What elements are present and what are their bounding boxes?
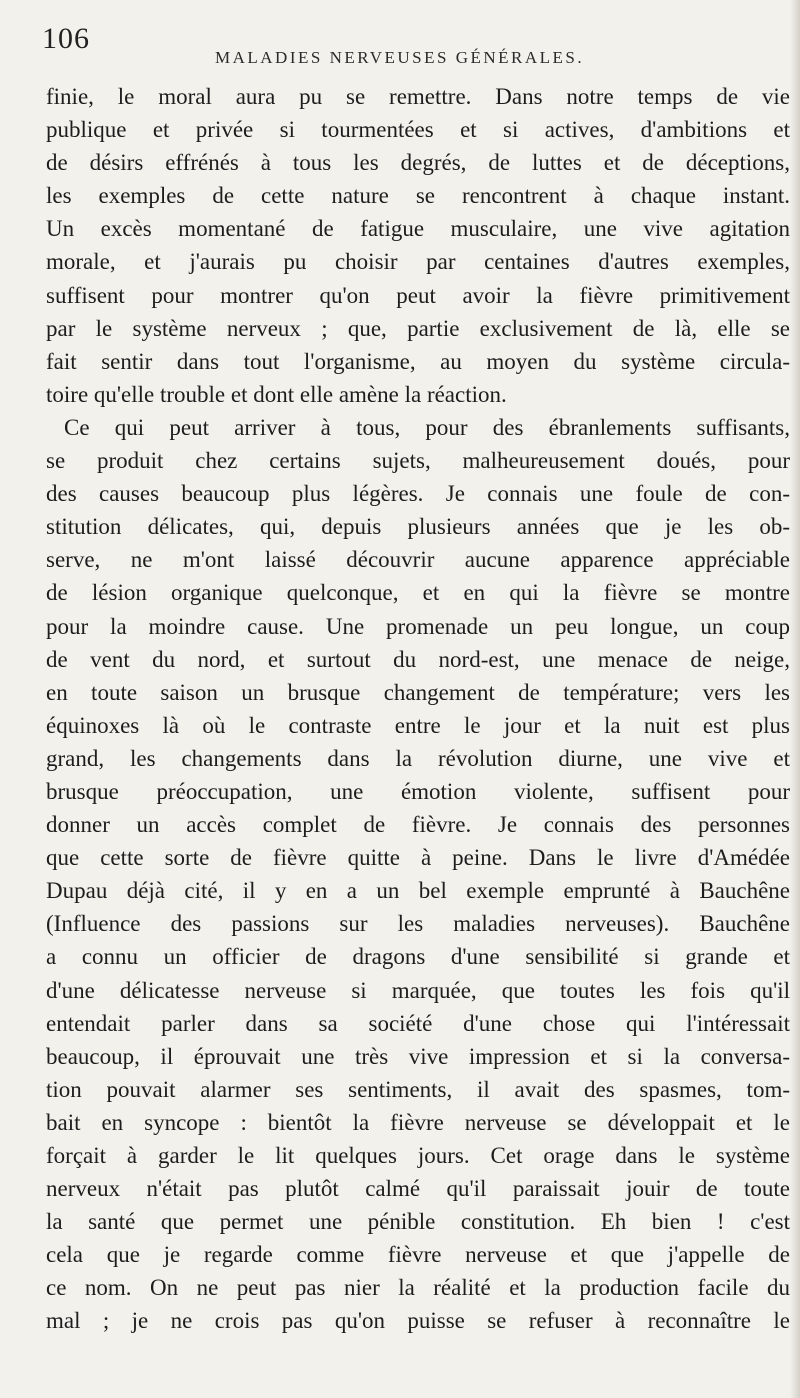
text-line: publique et privée si tourmentées et si actives, d'ambitions et xyxy=(46,117,790,143)
text-line: beaucoup, il éprouvait une très vive impression et si la conversa- xyxy=(46,1043,790,1069)
text-line: brusque préoccupation, une émotion violente, suffisent pour xyxy=(46,778,790,804)
text-line: les exemples de cette nature se rencontrent à chaque instant. xyxy=(46,183,790,209)
text-line: Ce qui peut arriver à tous, pour des ébranlements suffisants, xyxy=(64,414,790,440)
text-line: forçait à garder le lit quelques jours. Cet orage dans le système xyxy=(46,1143,790,1168)
text-line: en toute saison un brusque changement de température; vers les xyxy=(46,679,790,705)
text-line: finie, le moral aura pu se remettre. Dans notre temps de vie xyxy=(46,84,790,109)
text-line: fait sentir dans tout l'organisme, au moyen du système circula- xyxy=(46,348,790,374)
text-line: de vent du nord, et surtout du nord-est, une menace de neige, xyxy=(46,646,790,672)
text-line: bait en syncope : bientôt la fièvre nerveuse se développait et le xyxy=(46,1109,790,1135)
text-line: de désirs effrénés à tous les degrés, de luttes et de déceptions, xyxy=(46,150,790,176)
running-head: MALADIES NERVEUSES GÉNÉRALES. xyxy=(215,48,585,67)
text-line: entendait parler dans sa société d'une chose qui l'intéressait xyxy=(46,1010,790,1036)
text-line: nerveux n'était pas plutôt calmé qu'il paraissait jouir de toute xyxy=(46,1176,790,1202)
page-edge-shadow xyxy=(790,0,800,1398)
text-line: stitution délicates, qui, depuis plusieurs années que je les ob- xyxy=(46,514,790,540)
text-line: Un excès momentané de fatigue musculaire, une vive agitation xyxy=(46,216,790,242)
text-line: Dupau déjà cité, il y en a un bel exemple emprunté à Bauchêne xyxy=(46,878,790,904)
text-line: que cette sorte de fièvre quitte à peine. Dans le livre d'Amédée xyxy=(46,845,790,871)
page-number: 106 xyxy=(42,22,90,55)
text-line: (Influence des passions sur les maladies nerveuses). Bauchêne xyxy=(46,911,790,937)
text-line: grand, les changements dans la révolution diurne, une vive et xyxy=(46,745,790,771)
text-line: de lésion organique quelconque, et en qui la fièvre se montre xyxy=(46,580,790,606)
text-line: équinoxes là où le contraste entre le jour et la nuit est plus xyxy=(46,712,790,738)
text-line: la santé que permet une pénible constitution. Eh bien ! c'est xyxy=(46,1209,790,1235)
text-line: mal ; je ne crois pas qu'on puisse se refuser à reconnaître le xyxy=(46,1308,790,1334)
text-line: des causes beaucoup plus légères. Je connais une foule de con- xyxy=(46,481,790,507)
text-line: pour la moindre cause. Une promenade un peu longue, un coup xyxy=(46,613,790,639)
body-text xyxy=(46,80,790,1338)
text-line: cela que je regarde comme fièvre nerveuse et que j'appelle de xyxy=(46,1242,790,1268)
text-line: se produit chez certains sujets, malheureusement doués, pour xyxy=(46,448,790,474)
text-line: d'une délicatesse nerveuse si marquée, que toutes les fois qu'il xyxy=(46,977,790,1003)
text-line: morale, et j'aurais pu choisir par centaines d'autres exemples, xyxy=(46,249,790,275)
text-line: tion pouvait alarmer ses sentiments, il avait des spasmes, tom- xyxy=(46,1076,790,1102)
text-line: par le système nerveux ; que, partie exclusivement de là, elle se xyxy=(46,315,790,341)
text-line: suffisent pour montrer qu'on peut avoir la fièvre primitivement xyxy=(46,282,790,308)
text-line: serve, ne m'ont laissé découvrir aucune apparence appréciable xyxy=(46,547,790,573)
text-line: a connu un officier de dragons d'une sensibilité si grande et xyxy=(46,944,790,970)
text-line: toire qu'elle trouble et dont elle amène la réaction. xyxy=(46,381,507,407)
text-line: donner un accès complet de fièvre. Je connais des personnes xyxy=(46,812,790,838)
text-line: ce nom. On ne peut pas nier la réalité et la production facile du xyxy=(46,1275,790,1301)
